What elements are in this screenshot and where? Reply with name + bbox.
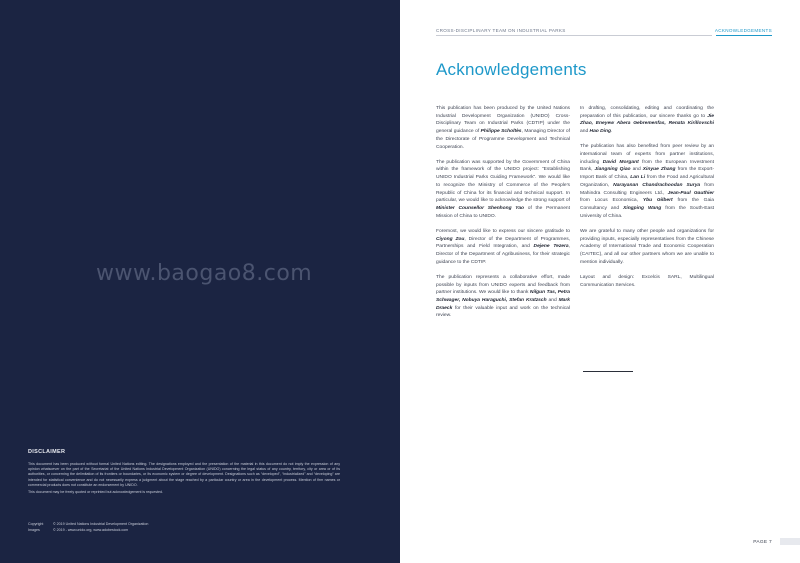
paragraph [436, 228, 570, 267]
person-name: David Morgant [602, 159, 639, 165]
person-name: Nilgun Tas, Petra Schwager, Nobuya Haraguchi, Stefan Kratzsch [436, 290, 570, 303]
person-name: Xinyue Zhang [642, 167, 676, 173]
text-run: from the Food and Agricultural Organization, [580, 175, 714, 188]
text-run: This publication has been produced by the United Nations Industrial Development Organization (UNIDO) Cross-Disciplinary Team on Industrial Parks (CDTIP) under the general guidance of [436, 106, 570, 135]
copyright-label: Copyright [28, 522, 44, 526]
running-header-title: CROSS-DISCIPLINARY TEAM ON INDUSTRIAL PARKS [436, 28, 566, 33]
paragraph [436, 274, 570, 320]
text-run: Foremost, we would like to express our sincere gratitude to [436, 228, 570, 234]
page-number: PAGE 7 [753, 540, 772, 545]
header-rule [436, 35, 712, 36]
person-name: Xingping Wang [623, 205, 662, 211]
person-name: Narayanan Chandrachoodan Surya [613, 182, 701, 188]
disclaimer-body [28, 462, 340, 497]
text-run: and [580, 129, 590, 135]
text-run: Layout and design: Excelcis SARL, Multilingual Communication Services. [580, 274, 714, 288]
header-rule-accent [716, 35, 772, 36]
page-tab-marker [780, 538, 800, 545]
person-name: Mark Draeck [436, 297, 570, 311]
text-column-right [580, 105, 714, 297]
text-run: The publication represents a collaborative effort, made possible by inputs from UNIDO experts and feedback from partner institutions. We would like to thank [436, 274, 570, 296]
disclaimer-title: DISCLAIMER [28, 449, 66, 455]
images-value: © 2019 - www.unido.org, www.adobestock.com [53, 527, 129, 532]
text-run: from the South-East University of China. [580, 205, 714, 219]
text-run: and [630, 167, 643, 173]
paragraph [436, 105, 570, 151]
text-run: . [611, 129, 613, 135]
text-run: from Mahindra Consulting Engineers Ltd., [580, 182, 714, 196]
copyright-value: © 2019 United Nations Industrial Development Organization [53, 522, 149, 526]
paragraph [580, 274, 714, 289]
paragraph [436, 159, 570, 221]
end-rule [583, 371, 633, 372]
paragraph [580, 143, 714, 220]
paragraph [580, 228, 714, 267]
text-run: We are grateful to many other people and organizations for providing inputs, especially representatives from the Chinese Academy of International Trade and Economic Cooperation (CAITEC), and all our other partners whom we are unable to mention individually. [580, 228, 714, 265]
person-name: Lan Li [630, 175, 646, 181]
person-name: Hao Ding [589, 129, 611, 135]
running-header-section: ACKNOWLEDGEMENTS [714, 28, 772, 33]
copyright-block [28, 522, 148, 533]
person-name: Dejene Tezera [533, 244, 569, 250]
disclaimer-paragraph: This document may be freely quoted or reprinted but acknowledgement is requested. [28, 490, 164, 495]
images-label: Images [28, 527, 40, 532]
person-name: Ybu Gilbert [642, 198, 673, 204]
text-run: from the Export-Import Bank of China, [580, 167, 714, 181]
person-name: Ciyong Zou [436, 236, 465, 242]
text-column-left [436, 105, 570, 328]
text-run: , Managing Director of the Directorate of Programme Development and Technical Cooperation. [436, 129, 570, 150]
person-name: Philippe Scholtès [480, 129, 522, 135]
right-page [400, 0, 800, 563]
paragraph [580, 105, 714, 136]
person-name: Jie Zhao, Eneyew Abera Gebremenfas, Renata Kirillovschi [580, 113, 714, 127]
person-name: Jean-Paul Gauthier [667, 190, 714, 196]
watermark: www.baogao8.com [96, 261, 313, 286]
text-run: from Locus Economica, [580, 198, 643, 204]
text-run: for their valuable input and work on the technical review. [436, 305, 570, 319]
text-run: The publication was supported by the Government of China within the framework of the UNIDO project: “Establishing UNIDO Industrial Parks Guiding Framework”. We would like to recognize the Ministry of Commerce of the People's Republic of China for its financial and technical support. In particular, we would like to acknowledge the strong support of [436, 159, 570, 204]
text-run: and [546, 297, 559, 303]
text-run: from the European Investment Bank, [580, 159, 714, 173]
images-line [28, 528, 148, 534]
person-name: Minister Counsellor Shenhong Yao [436, 205, 525, 211]
text-run: of the Permanent Mission of China to UNIDO. [436, 205, 570, 219]
text-run: , Director of the Department of Programmes, Partnerships and Field Integration, and [436, 236, 570, 250]
text-run: The publication has also benefited from peer review by an international team of experts from partner institutions, including [580, 144, 714, 165]
page-title: Acknowledgements [436, 60, 587, 79]
person-name: Jiangning Qiao [594, 167, 631, 173]
text-run: , Director of the Department of Agribusiness, for their strategic guidance to the CDTIP. [436, 244, 570, 265]
text-run: from the Gaia Consultancy and [580, 198, 714, 211]
disclaimer-paragraph: This document has been produced without formal United Nations editing. The designations employed and the presentation of the material in this document do not imply the expression of any opinion whatsoever on the part of the Secretariat of the United Nations Industrial Development Organization (UNIDO) concerning the legal status of any country, territory, city or area or of its authorities, or concerning the delimitation of its frontiers or boundaries, or its economic system or degree of development. Designations such as “developed”, “industrialized” and “developing” are intended for statistical convenience and do not necessarily express a judgment about the stage reached by a particular country or area in the development process. Mention of firm names or commercial products does not constitute an endorsement by UNIDO. [28, 462, 340, 487]
text-run: In drafting, consolidating, editing and coordinating the preparation of this publication, our sincere thanks go to [580, 106, 714, 119]
